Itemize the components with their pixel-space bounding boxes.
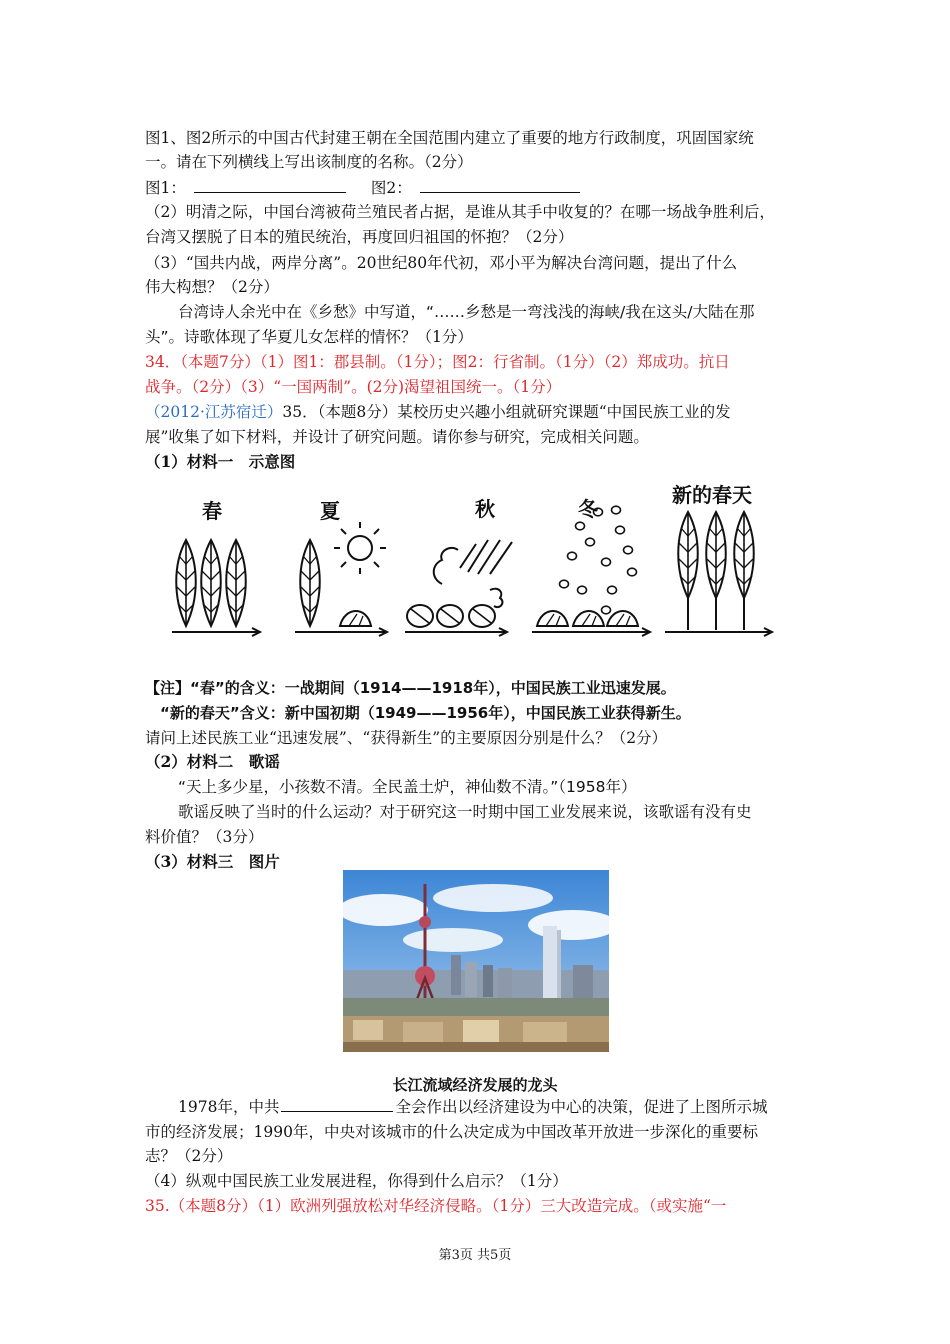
poem-question: 。诗歌体现了华夏儿女怎样的情怀？（1分）	[168, 328, 473, 346]
q35-source: （2012·江苏宿迁）	[145, 403, 283, 421]
q34-poem-line2	[145, 327, 473, 347]
fig1-label: 图1：	[145, 179, 186, 197]
winter-scene	[532, 506, 650, 636]
answer-35-line1: 35.（本题8分）（1）欧洲列强放松对华经济侵略。（1分）三大改造完成。（或实施“一	[145, 1197, 727, 1215]
q34-part2-line2: 台湾又摆脱了日本的殖民统治，再度回归祖国的怀抱？（2分）	[145, 228, 574, 246]
season-label-summer: 夏	[320, 499, 340, 523]
answer-34-line1: 34．（本题7分）（1）图1：郡县制。（1分）；图2：行省制。（1分）（2）郑成功。抗日	[145, 353, 730, 371]
shanghai-skyline-photo	[343, 870, 609, 1052]
season-label-new-spring: 新的春天	[672, 483, 752, 507]
q34-stem-line2: 一。请在下列横线上写出该制度的名称。（2分）	[145, 153, 473, 171]
q35-question2-line2: 料价值？（3分）	[145, 828, 264, 846]
poem-quote-end: 头”	[145, 328, 169, 346]
poem-quote: “……乡愁是一弯浅浅的海峡/我在这头/大陆在那	[426, 303, 755, 321]
autumn-scene	[405, 540, 512, 636]
q34-part3-line2: 伟大构想？（2分）	[145, 278, 279, 296]
new-spring-plants	[665, 512, 772, 636]
q35-intro-text: 35．（本题8分）某校历史兴趣小组就研究课题“中国民族工业的发	[282, 403, 731, 421]
page-footer: 第3页 共5页	[438, 1248, 512, 1263]
q3-rest: 全会作出以经济建设为中心的决策，促进了上图所示城	[395, 1098, 768, 1116]
q35-question3-line2: 市的经济发展；1990年，中央对该城市的什么决定成为中国改革开放进一步深化的重要标	[145, 1123, 758, 1141]
q34-part3-line1: （3）“国共内战，两岸分离”。20世纪80年代初，邓小平为解决台湾问题，提出了什么	[145, 254, 738, 272]
photo-caption: 长江流域经济发展的龙头	[392, 1076, 558, 1094]
seasons-diagram	[160, 480, 780, 645]
fig1-answer-blank[interactable]	[194, 178, 346, 193]
q34-part2-line1: （2）明清之际，中国台湾被荷兰殖民者占据，是谁从其手中收复的？在哪一场战争胜利后，	[145, 203, 775, 221]
summer-plants	[295, 522, 387, 636]
q35-question2-line1: 歌谣反映了当时的什么运动？对于研究这一时期中国工业发展来说，该歌谣有没有史	[178, 803, 752, 821]
q34-poem-line1	[178, 302, 755, 322]
q35-intro-line2: 展”收集了如下材料，并设计了研究问题。请你参与研究，完成相关问题。	[145, 428, 649, 446]
sun-icon	[334, 522, 386, 574]
season-label-winter: 冬	[578, 497, 598, 521]
q3-lead: 1978年，中共	[178, 1098, 280, 1116]
material3-title: （3）材料三 图片	[145, 852, 280, 871]
fig2-answer-blank[interactable]	[420, 178, 580, 193]
season-label-spring: 春	[202, 499, 222, 523]
q34-stem-line1: 图1、图2所示的中国古代封建王朝在全国范围内建立了重要的地方行政制度，巩固国家统	[145, 129, 754, 147]
q35-intro-line1	[145, 402, 731, 422]
season-label-autumn: 秋	[475, 497, 495, 521]
q35-question1: 请问上述民族工业“迅速发展”、“获得新生”的主要原因分别是什么？（2分）	[145, 729, 668, 747]
plenum-answer-blank[interactable]	[281, 1097, 393, 1112]
q34-fig-answers	[145, 178, 580, 198]
note-new-spring: “新的春天”含义：新中国初期（1949——1956年），中国民族工业获得新生。	[160, 704, 691, 722]
answer-34-line2: 战争。（2分）（3）“一国两制”。(2分)渴望祖国统一。（1分）	[145, 378, 562, 396]
spring-plants	[172, 540, 260, 636]
fig2-label: 图2：	[370, 179, 412, 197]
q35-question3-line3: 志？（2分）	[145, 1147, 233, 1165]
note-spring: 【注】“春”的含义：一战期间（1914——1918年），中国民族工业迅速发展。	[145, 679, 676, 697]
ballad-text: “天上多少星，小孩数不清。全民盖土炉，神仙数不清。”（1958年）	[178, 778, 637, 796]
q35-question3-line1	[178, 1097, 767, 1117]
material2-title: （2）材料二 歌谣	[145, 752, 280, 771]
material1-title: （1）材料一 示意图	[145, 452, 296, 471]
q35-question4: （4）纵观中国民族工业发展进程，你得到什么启示？（1分）	[145, 1172, 568, 1190]
poem-intro: 台湾诗人余光中在《乡愁》中写道，	[178, 303, 427, 321]
